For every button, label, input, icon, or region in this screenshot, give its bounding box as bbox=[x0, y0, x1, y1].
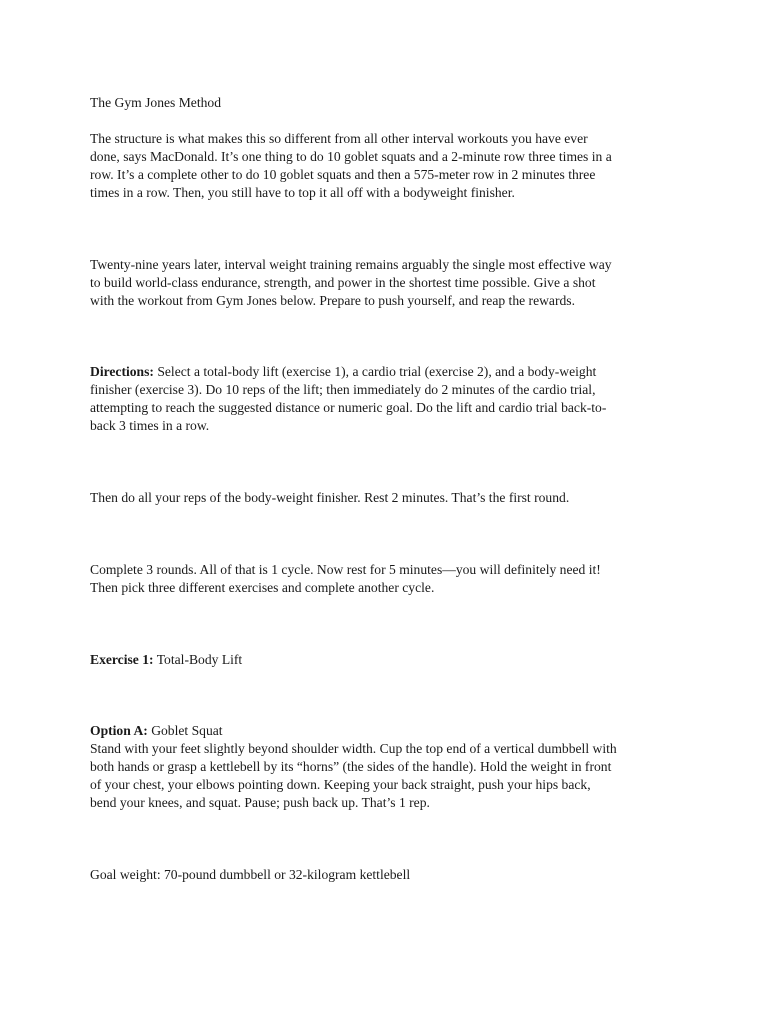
exercise-1-name: Total-Body Lift bbox=[153, 652, 243, 667]
text-line: attempting to reach the suggested distance or numeric goal. Do the lift and cardio trial back-to- bbox=[90, 400, 607, 415]
directions-paragraph bbox=[90, 363, 680, 435]
text-line: Stand with your feet slightly beyond shoulder width. Cup the top end of a vertical dumbbell with bbox=[90, 741, 617, 756]
goal-weight-paragraph bbox=[90, 866, 680, 884]
rounds-paragraph bbox=[90, 561, 680, 597]
history-paragraph bbox=[90, 256, 680, 310]
text-line: Complete 3 rounds. All of that is 1 cycle. Now rest for 5 minutes—you will definitely need it! bbox=[90, 562, 601, 577]
text-line: Select a total-body lift (exercise 1), a cardio trial (exercise 2), and a body-weight bbox=[153, 364, 597, 379]
text-line: Then pick three different exercises and complete another cycle. bbox=[90, 580, 435, 595]
directions-label: Directions: bbox=[90, 364, 154, 379]
document-title: The Gym Jones Method bbox=[90, 95, 222, 110]
text-line: done, says MacDonald. It’s one thing to do 10 goblet squats and a 2-minute row three times in a bbox=[90, 149, 612, 164]
exercise-1-label: Exercise 1: bbox=[90, 652, 154, 667]
text-line: The structure is what makes this so different from all other interval workouts you have ever bbox=[90, 131, 588, 146]
text-line: times in a row. Then, you still have to top it all off with a bodyweight finisher. bbox=[90, 185, 515, 200]
text-line: bend your knees, and squat. Pause; push back up. That’s 1 rep. bbox=[90, 795, 430, 810]
intro-paragraph bbox=[90, 130, 680, 202]
option-a-name: Goblet Squat bbox=[147, 723, 223, 738]
text-line: to build world-class endurance, strength, and power in the shortest time possible. Give a shot bbox=[90, 275, 596, 290]
text-line: with the workout from Gym Jones below. Prepare to push yourself, and reap the rewards. bbox=[90, 293, 575, 308]
finisher-paragraph bbox=[90, 489, 680, 507]
text-line: of your chest, your elbows pointing down. Keeping your back straight, push your hips back, bbox=[90, 777, 591, 792]
exercise-1-heading bbox=[90, 651, 680, 669]
option-a-label: Option A: bbox=[90, 723, 148, 738]
text-line: Then do all your reps of the body-weight finisher. Rest 2 minutes. That’s the first round. bbox=[90, 490, 570, 505]
text-line: back 3 times in a row. bbox=[90, 418, 210, 433]
text-line: finisher (exercise 3). Do 10 reps of the lift; then immediately do 2 minutes of the cardio trial, bbox=[90, 382, 596, 397]
text-line: row. It’s a complete other to do 10 goblet squats and then a 575-meter row in 2 minutes three bbox=[90, 167, 596, 182]
option-a-section bbox=[90, 722, 680, 812]
text-line: Goal weight: 70-pound dumbbell or 32-kilogram kettlebell bbox=[90, 867, 411, 882]
text-line: both hands or grasp a kettlebell by its “horns” (the sides of the handle). Hold the weight in front bbox=[90, 759, 612, 774]
text-line: Twenty-nine years later, interval weight training remains arguably the single most effective way bbox=[90, 257, 612, 272]
